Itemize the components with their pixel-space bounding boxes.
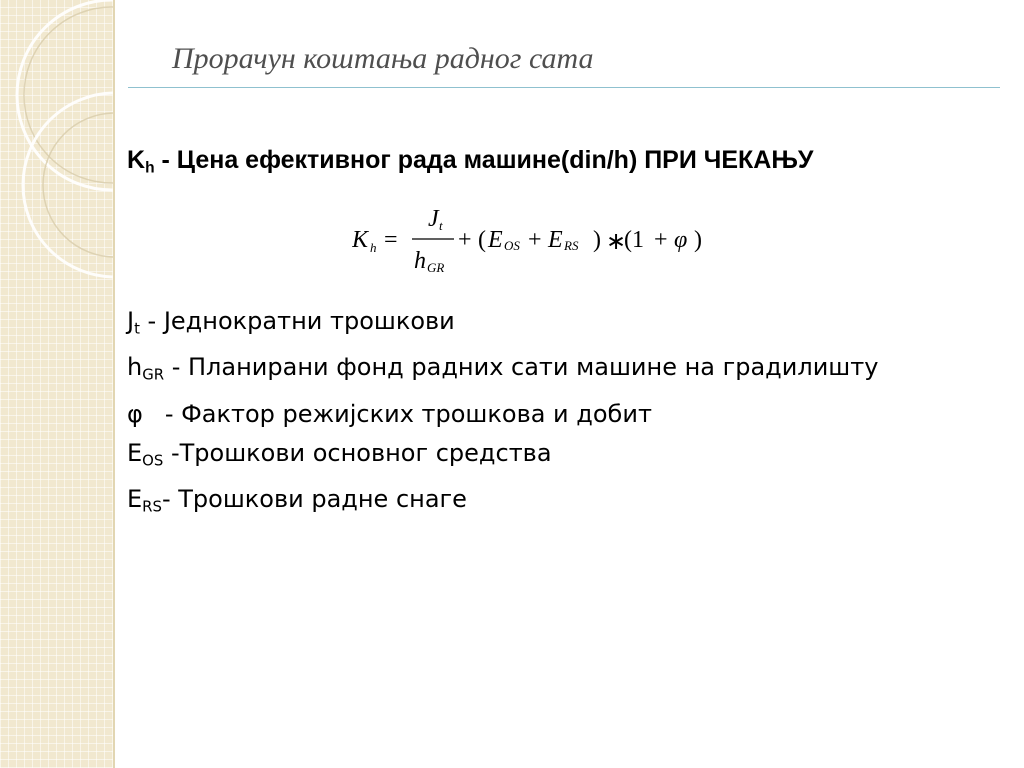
definition-text: -Трошкови основног средства — [163, 438, 552, 467]
formula-term1: E — [488, 227, 503, 253]
formula-lhs: K — [352, 227, 369, 253]
formula-equals: = — [384, 227, 398, 253]
definition-text: - Једнократни трошкови — [139, 307, 455, 335]
definition-subscript: RS — [142, 497, 162, 516]
definition-symbol: E — [127, 438, 143, 467]
definition-subscript: OS — [142, 451, 164, 470]
formula-times: ∗ — [606, 229, 627, 255]
heading-text: - Цена ефективног рада машине(din/h) ПРИ ЧЕКАЊУ — [154, 146, 814, 174]
formula-phi: φ — [674, 227, 688, 253]
decorative-side-panel — [0, 0, 115, 768]
formula-lhs-subscript: h — [370, 240, 377, 255]
cost-formula — [352, 203, 722, 275]
heading-symbol: K — [127, 146, 146, 174]
definition-symbol: E — [127, 485, 143, 514]
formula-heading — [127, 146, 813, 178]
formula-close-paren: ) — [593, 227, 601, 253]
formula-factor-close: ) — [694, 227, 702, 253]
definitions-list — [127, 302, 878, 527]
formula-denominator-subscript: GR — [427, 260, 445, 275]
definition-symbol: φ — [127, 399, 143, 428]
definition-item — [127, 395, 878, 434]
definition-subscript: t — [134, 319, 140, 338]
definition-text: - Фактор режијских трошкова и добит — [164, 399, 652, 428]
formula-term1-subscript: OS — [504, 238, 520, 253]
definition-symbol: J — [127, 307, 135, 335]
definition-subscript: GR — [142, 365, 165, 384]
formula-plus-2: + — [528, 227, 542, 253]
definition-item — [127, 434, 878, 480]
definition-symbol: h — [127, 353, 143, 382]
formula-plus-1: + — [458, 227, 472, 253]
formula-numerator: J — [428, 206, 439, 232]
title-divider — [128, 87, 1000, 88]
formula-denominator: h — [414, 248, 426, 274]
definition-text: - Планирани фонд радних сати машине на градилишту — [164, 353, 879, 382]
definition-item — [127, 480, 878, 526]
decorative-rings — [0, 0, 113, 768]
formula-factor: (1 — [624, 227, 644, 253]
definition-item — [127, 348, 878, 394]
slide-title: Прорачун коштања радног сата — [172, 42, 594, 75]
heading-symbol-subscript: h — [145, 159, 155, 177]
formula-term2: E — [548, 227, 563, 253]
formula-plus-3: + — [654, 227, 668, 253]
formula-numerator-subscript: t — [439, 218, 443, 233]
definition-text: - Трошкови радне снаге — [161, 485, 467, 514]
definition-item — [127, 302, 878, 348]
formula-term2-subscript: RS — [564, 238, 579, 253]
formula-open-paren: ( — [478, 227, 486, 253]
